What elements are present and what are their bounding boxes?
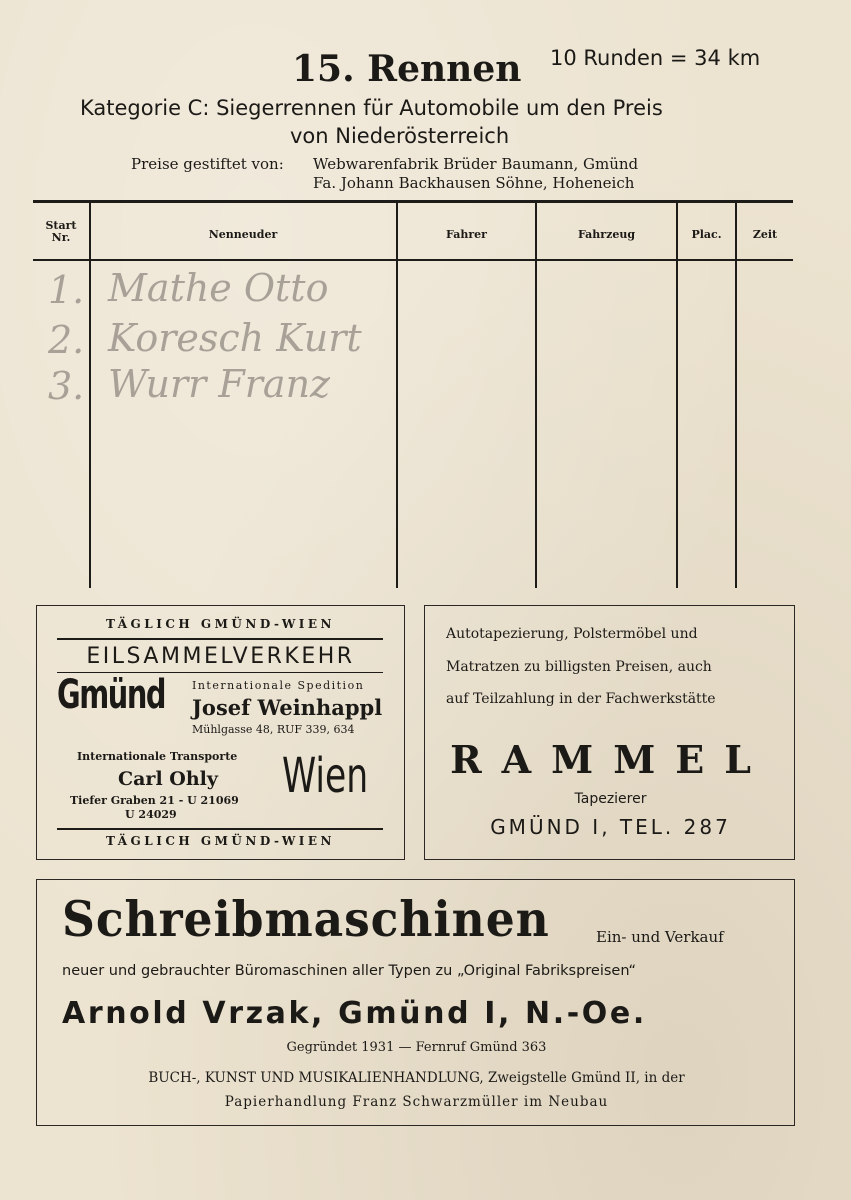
table-top-rule	[33, 200, 793, 203]
column-header-entrant: Nenneuder	[208, 228, 278, 241]
category-heading-cont: von Niederösterreich	[290, 124, 510, 148]
spedition-label: Internationale Spedition	[192, 679, 365, 692]
upholstery-trade: Tapezierer	[574, 791, 647, 807]
prizes-label: Preise gestiftet von:	[131, 155, 284, 173]
typewriter-founded: Gegründet 1931 — Fernruf Gmünd 363	[286, 1040, 547, 1055]
ad-heading: EILSAMMELVERKEHR	[86, 644, 355, 669]
spedition-address: Mühlgasse 48, RUF 339, 634	[192, 723, 355, 736]
ad-banner-top: TÄGLICH GMÜND-WIEN	[105, 617, 336, 631]
transporte-name: Carl Ohly	[118, 768, 218, 790]
ad-divider	[57, 638, 383, 640]
upholstery-text: auf Teilzahlung in der Fachwerkstätte	[446, 691, 716, 707]
handwritten-start-number: 2.	[48, 318, 85, 362]
column-divider	[89, 203, 91, 588]
typewriter-headline-side: Ein- und Verkauf	[596, 928, 724, 946]
upholstery-text: Matratzen zu billigsten Preisen, auch	[446, 659, 712, 675]
transporte-label: Internationale Transporte	[77, 750, 238, 763]
column-header-start-l2: Nr.	[51, 231, 71, 244]
table-header-rule	[33, 259, 793, 261]
handwritten-entrant: Koresch Kurt	[108, 316, 362, 360]
typewriter-company: Arnold Vrzak, Gmünd I, N.-Oe.	[62, 996, 647, 1031]
column-header-place: Plac.	[691, 228, 722, 241]
handwritten-start-number: 1.	[48, 268, 85, 312]
ad-divider	[57, 828, 383, 830]
column-header-time: Zeit	[752, 228, 778, 241]
typewriter-subline: neuer und gebrauchter Büromaschinen aller Typen zu „Original Fabrikspreisen“	[62, 963, 636, 979]
column-divider	[676, 203, 678, 588]
column-divider	[396, 203, 398, 588]
upholstery-address: GMÜND I, TEL. 287	[490, 815, 731, 839]
transporte-phone: U 24029	[125, 808, 177, 821]
column-header-start-l1: Start	[45, 219, 77, 232]
upholstery-text: Autotapezierung, Polstermöbel und	[446, 626, 698, 642]
city-wien: Wien	[282, 748, 369, 804]
upholstery-name: RAMMEL	[450, 737, 771, 782]
race-title: 15. Rennen	[292, 48, 522, 90]
typewriter-branch: Papierhandlung Franz Schwarzmüller im Neubau	[224, 1094, 609, 1110]
handwritten-entrant: Wurr Franz	[108, 362, 331, 406]
category-heading: Kategorie C: Siegerrennen für Automobile um den Preis	[80, 96, 663, 120]
prize-donor: Webwarenfabrik Brüder Baumann, Gmünd	[313, 155, 639, 173]
column-header-vehicle: Fahrzeug	[577, 228, 636, 241]
column-header-start	[36, 220, 86, 244]
race-distance: 10 Runden = 34 km	[550, 46, 761, 70]
column-divider	[535, 203, 537, 588]
city-gmund: Gmünd	[57, 672, 166, 718]
typewriter-branch: BUCH-, KUNST UND MUSIKALIENHANDLUNG, Zweigstelle Gmünd II, in der	[148, 1070, 685, 1086]
column-header-driver: Fahrer	[446, 228, 487, 241]
transporte-address: Tiefer Graben 21 - U 21069	[70, 794, 239, 807]
prize-donor: Fa. Johann Backhausen Söhne, Hoheneich	[313, 174, 635, 192]
column-divider	[735, 203, 737, 588]
handwritten-start-number: 3.	[48, 364, 85, 408]
spedition-name: Josef Weinhappl	[192, 695, 383, 720]
typewriter-headline: Schreibmaschinen	[62, 890, 550, 948]
ad-banner-bottom: TÄGLICH GMÜND-WIEN	[105, 834, 336, 848]
handwritten-entrant: Mathe Otto	[108, 266, 329, 310]
